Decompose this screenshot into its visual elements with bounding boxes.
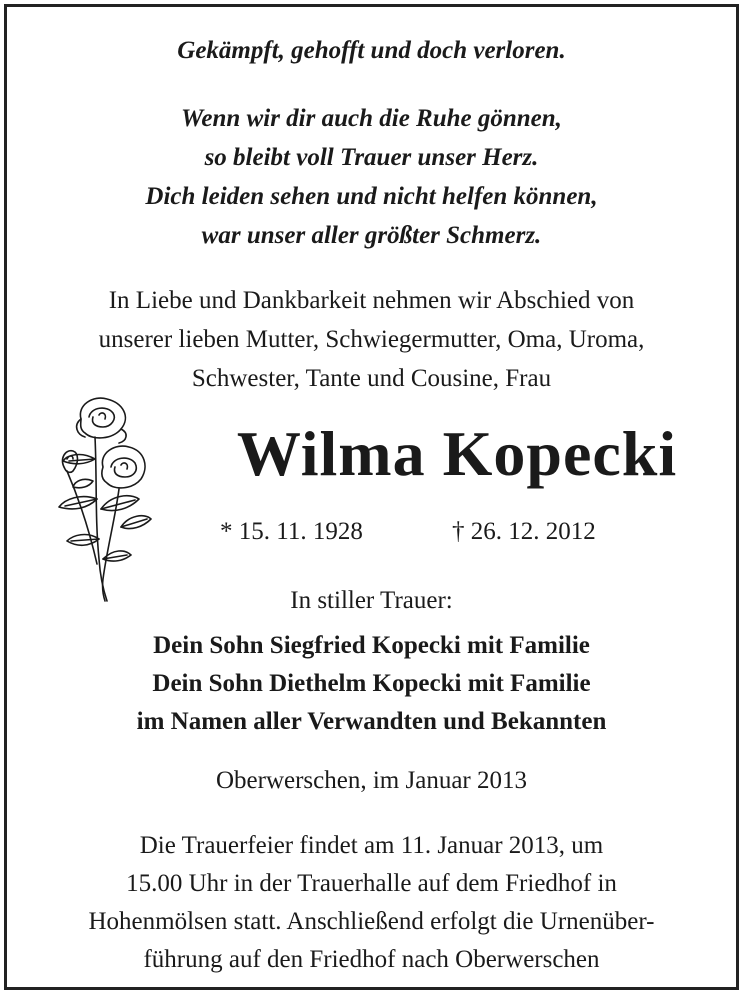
poem-line: Wenn wir dir auch die Ruhe gönnen,: [181, 105, 562, 132]
funeral-line: Die Trauerfeier findet am 11. Januar 2013, um: [139, 832, 604, 859]
birth-date: * 15. 11. 1928: [220, 518, 363, 545]
poem-line: so bleibt voll Trauer unser Herz.: [204, 144, 539, 171]
poem-line: war unser aller größter Schmerz.: [201, 222, 542, 249]
intro-line: Schwester, Tante und Cousine, Frau: [191, 365, 552, 392]
funeral-line: Hohenmölsen statt. Anschließend erfolgt die Urnenüber-: [88, 908, 655, 935]
mourner-line: Dein Sohn Diethelm Kopecki mit Familie: [152, 670, 591, 697]
funeral-line: führung auf den Friedhof nach Oberwerschen: [143, 946, 600, 973]
obituary-notice: [4, 4, 739, 990]
mourning-heading: In stiller Trauer:: [290, 587, 453, 614]
rose-icon: [37, 389, 157, 604]
intro-line: In Liebe und Dankbarkeit nehmen wir Abschied von: [108, 287, 635, 314]
poem-line: Dich leiden sehen und nicht helfen können,: [145, 183, 598, 210]
deceased-name: Wilma Kopecki: [236, 418, 678, 489]
intro-text: [7, 281, 736, 398]
place-date: Oberwerschen, im Januar 2013: [215, 767, 527, 794]
motto: Gekämpft, gehofft und doch verloren.: [177, 37, 566, 64]
funeral-line: 15.00 Uhr in der Trauerhalle auf dem Friedhof in: [126, 870, 617, 897]
death-date: † 26. 12. 2012: [452, 518, 596, 545]
funeral-info: [7, 827, 736, 979]
mourner-line: im Namen aller Verwandten und Bekannten: [136, 708, 607, 735]
mourner-line: Dein Sohn Siegfried Kopecki mit Familie: [153, 632, 590, 659]
mourners-list: [7, 627, 736, 741]
intro-line: unserer lieben Mutter, Schwiegermutter, Oma, Uroma,: [98, 326, 645, 353]
poem: [7, 99, 736, 255]
